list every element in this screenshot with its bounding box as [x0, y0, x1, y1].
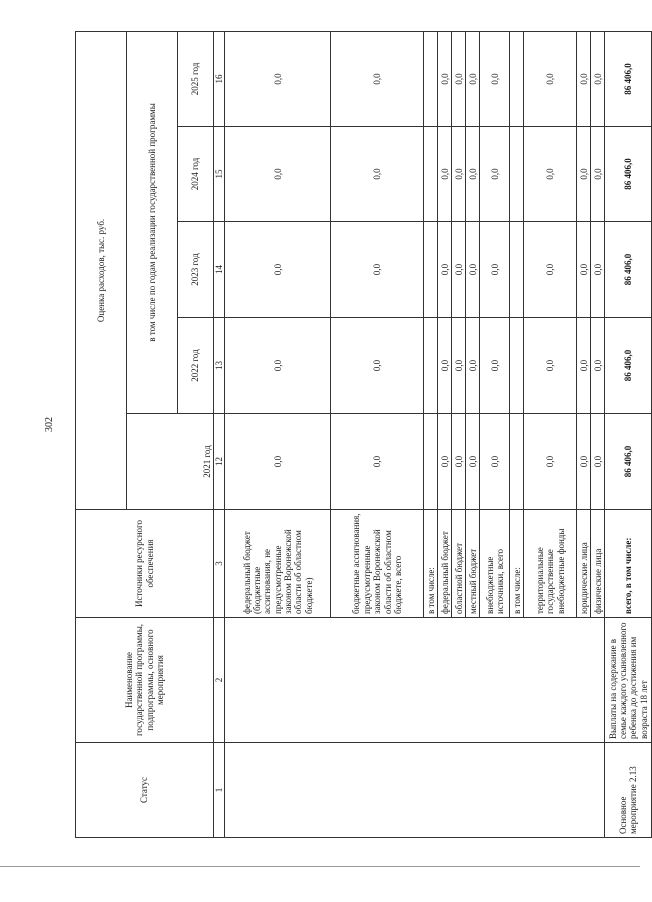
header-by-years: в том числе по годам реализации государственной программы — [127, 31, 178, 413]
value-cell: 0,0 — [591, 31, 605, 126]
header-year-2021: 2021 год — [127, 414, 214, 510]
value-cell: 0,0 — [225, 222, 331, 318]
value-cell: 0,0 — [524, 222, 577, 318]
value-cell: 0,0 — [577, 127, 591, 222]
source-cell: физические лица — [591, 510, 605, 618]
value-cell: 0,0 — [452, 414, 466, 510]
header-year-2023: 2023 год — [178, 222, 214, 318]
value-cell: 0,0 — [452, 127, 466, 222]
value-cell: 0,0 — [466, 414, 480, 510]
value-cell: 86 406,0 — [605, 31, 652, 126]
rotated-page — [75, 32, 649, 838]
value-cell: 0,0 — [524, 318, 577, 414]
value-cell: 0,0 — [225, 31, 331, 126]
value-cell — [510, 318, 524, 414]
col-num: 14 — [214, 222, 225, 318]
status-cell: Основное мероприятие 2.13 — [605, 743, 652, 838]
header-year-2022: 2022 год — [178, 318, 214, 414]
value-cell: 0,0 — [225, 127, 331, 222]
value-cell — [424, 127, 438, 222]
value-cell: 0,0 — [577, 222, 591, 318]
col-num: 3 — [214, 510, 225, 618]
source-cell: бюджетные ассигнования, предусмотренные законом Воронежской области об областном бюджете, всего — [331, 510, 424, 618]
header-year-2024: 2024 год — [178, 127, 214, 222]
value-cell: 0,0 — [452, 31, 466, 126]
name-cell — [225, 618, 605, 743]
value-cell: 0,0 — [480, 318, 510, 414]
source-cell: в том числе: — [510, 510, 524, 618]
value-cell: 0,0 — [438, 31, 452, 126]
value-cell — [510, 222, 524, 318]
value-cell: 0,0 — [331, 31, 424, 126]
header-status: Статус — [76, 743, 214, 838]
value-cell: 0,0 — [480, 222, 510, 318]
value-cell — [510, 127, 524, 222]
source-cell: территориальные государственные внебюджетные фонды — [524, 510, 577, 618]
value-cell: 0,0 — [438, 318, 452, 414]
value-cell — [424, 414, 438, 510]
value-cell: 0,0 — [591, 414, 605, 510]
value-cell: 0,0 — [452, 222, 466, 318]
source-cell: областной бюджет — [452, 510, 466, 618]
header-estimate: Оценка расходов, тыс. руб. — [76, 31, 127, 509]
col-num: 12 — [214, 414, 225, 510]
source-cell: местный бюджет — [466, 510, 480, 618]
value-cell: 0,0 — [331, 127, 424, 222]
value-cell: 0,0 — [480, 127, 510, 222]
value-cell: 0,0 — [225, 318, 331, 414]
value-cell: 0,0 — [591, 318, 605, 414]
value-cell — [424, 318, 438, 414]
header-year-2025: 2025 год — [178, 31, 214, 126]
value-cell: 0,0 — [480, 414, 510, 510]
value-cell: 0,0 — [438, 127, 452, 222]
source-cell: юридические лица — [577, 510, 591, 618]
source-cell: внебюджетные источники, всего — [480, 510, 510, 618]
col-num: 16 — [214, 31, 225, 126]
value-cell: 86 406,0 — [605, 127, 652, 222]
col-num: 15 — [214, 127, 225, 222]
value-cell: 0,0 — [331, 414, 424, 510]
value-cell — [424, 222, 438, 318]
status-cell — [225, 743, 605, 838]
source-cell: федеральный бюджет (бюджетные ассигнования, не предусмотренные законом Воронежской области об областном бюджете) — [225, 510, 331, 618]
value-cell — [510, 31, 524, 126]
value-cell: 0,0 — [480, 31, 510, 126]
value-cell: 0,0 — [331, 222, 424, 318]
source-cell: всего, в том числе: — [605, 510, 652, 618]
value-cell: 86 406,0 — [605, 414, 652, 510]
value-cell: 0,0 — [438, 414, 452, 510]
table-row-main-activity — [605, 31, 652, 837]
source-cell: в том числе: — [424, 510, 438, 618]
value-cell: 0,0 — [577, 318, 591, 414]
value-cell: 0,0 — [438, 222, 452, 318]
value-cell: 0,0 — [524, 414, 577, 510]
value-cell: 0,0 — [225, 414, 331, 510]
value-cell: 0,0 — [577, 31, 591, 126]
value-cell: 0,0 — [466, 318, 480, 414]
value-cell: 0,0 — [524, 31, 577, 126]
value-cell: 86 406,0 — [605, 222, 652, 318]
value-cell: 0,0 — [452, 318, 466, 414]
budget-table — [75, 31, 652, 838]
value-cell: 0,0 — [577, 414, 591, 510]
value-cell: 0,0 — [466, 222, 480, 318]
value-cell: 0,0 — [524, 127, 577, 222]
value-cell — [424, 31, 438, 126]
table-row — [225, 31, 331, 837]
value-cell: 0,0 — [466, 127, 480, 222]
col-num: 2 — [214, 618, 225, 743]
header-name: Наименование государственной программы, подпрограммы, основного мероприятия — [76, 618, 214, 743]
column-number-row — [214, 31, 225, 837]
value-cell: 0,0 — [591, 127, 605, 222]
col-num: 13 — [214, 318, 225, 414]
name-cell: Выплаты на содержание в семье каждого усыновленного ребенка до достижения им возраста 18 лет — [605, 618, 652, 743]
value-cell: 0,0 — [591, 222, 605, 318]
value-cell — [510, 414, 524, 510]
scan-edge-line — [0, 866, 640, 867]
value-cell: 86 406,0 — [605, 318, 652, 414]
col-num: 1 — [214, 743, 225, 838]
header-sources: Источники ресурсного обеспечения — [76, 510, 214, 618]
value-cell: 0,0 — [331, 318, 424, 414]
source-cell: федеральный бюджет — [438, 510, 452, 618]
page-number: 302 — [44, 417, 55, 432]
value-cell: 0,0 — [466, 31, 480, 126]
